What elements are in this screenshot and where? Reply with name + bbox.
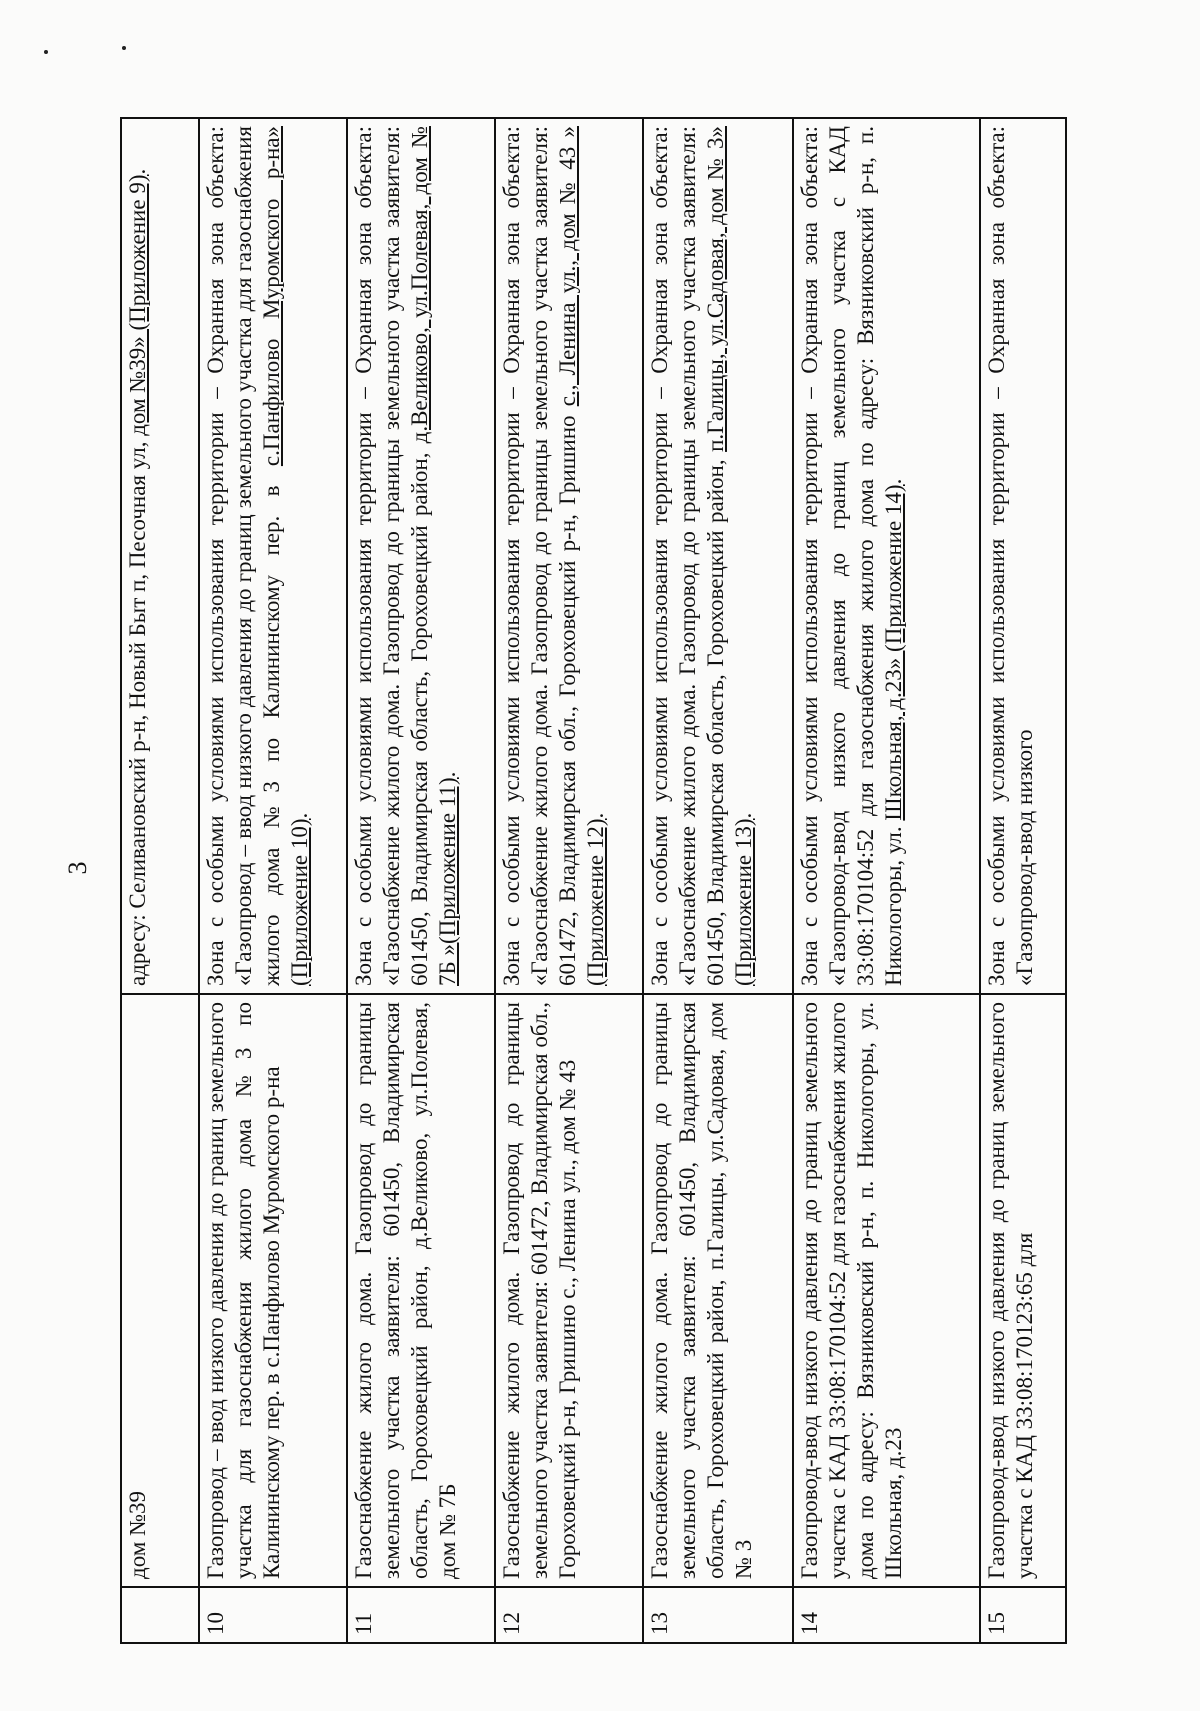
object-description: дом №39 [121, 994, 199, 1587]
zone-link-text: Школьная, д.23» (Приложение 14) [881, 484, 907, 821]
object-description: Газоснабжение жилого дома. Газопровод до границы земельного участка заявителя: 601450, Владимирская область, Гороховецкий район, д.Великово, ул.Полевая, дом № 7Б [347, 994, 495, 1587]
zone-link-text: с., Ленина ул., дом № 43 » (Приложение 12) [555, 126, 609, 986]
page-number: 3 [63, 861, 92, 875]
zone-link-text: п.Галицы, ул.Садовая, дом № 3» (Приложение 13) [703, 126, 757, 986]
zone-text: Зона с особыми условиями использования территории – Охранная зона объекта: «Газопровод-ввод низкого [984, 126, 1038, 986]
object-description: Газопровод – ввод низкого давления до границ земельного участка для газоснабжения жилого дома №3 по Калининскому пер. в с.Панфилово Муромского р-на [199, 994, 347, 1587]
row-number: 12 [495, 1587, 643, 1643]
zone-text-end: . [881, 478, 907, 485]
table-row [495, 118, 643, 1643]
zone-text-end: . [583, 812, 609, 819]
zone-description [199, 118, 347, 994]
object-description: Газоснабжение жилого дома. Газопровод до границы земельного участка заявителя: 601450, Владимирская область, Гороховецкий район, п.Галицы, ул.Садовая, дом № 3 [643, 994, 793, 1587]
register-table [120, 117, 1067, 1644]
table-row [199, 118, 347, 1643]
scan-speck [122, 46, 126, 50]
zone-text: Зона с особыми условиями использования территории – Охранная зона объекта: «Газоснабжение жилого дома. Газопровод до границы земельного участка заявителя: 601472, Владимирская обл., Гороховецкий р-н, Гришино [499, 126, 581, 986]
zone-link-text: с.Панфилово Муромского р-на» (Приложение 10) [259, 126, 313, 986]
zone-description [121, 118, 199, 994]
table-row [980, 118, 1066, 1643]
zone-text-end: . [731, 812, 757, 819]
zone-text-end: . [125, 168, 150, 175]
object-description: Газопровод-ввод низкого давления до границ земельного участка с КАД 33:08:170104:52 для газоснабжения жилого дома по адресу: Вязниковский р-н, п. Никологоры, ул. Школьная, д.23 [793, 994, 980, 1587]
zone-link-text: д.Великово, ул.Полевая, дом № 7Б »(Приложение 11) [407, 126, 461, 986]
row-number [121, 1587, 199, 1643]
zone-description [980, 118, 1066, 994]
zone-link-text: дом №39» (Приложение 9) [125, 174, 150, 436]
object-description: Газопровод-ввод низкого давления до границ земельного участка с КАД 33:08:170123:65 для [980, 994, 1066, 1587]
scan-speck [44, 50, 48, 54]
zone-text: Зона с особыми условиями использования территории – Охранная зона объекта: «Газоснабжение жилого дома. Газопровод до границы земельного участка заявителя: 601450, Владимирская область, Гороховецкий район, [351, 126, 433, 986]
zone-text: адресу: Селивановский р-н, Новый Быт п, Песочная ул, [125, 435, 150, 986]
row-number: 11 [347, 1587, 495, 1643]
rotated-table-frame [120, 119, 1065, 1644]
zone-description [643, 118, 793, 994]
table-row [347, 118, 495, 1643]
zone-description [347, 118, 495, 994]
zone-description [495, 118, 643, 994]
table-row [121, 118, 199, 1643]
row-number: 13 [643, 1587, 793, 1643]
zone-text-end: . [435, 771, 461, 778]
zone-text: Зона с особыми условиями использования территории – Охранная зона объекта: «Газопровод – ввод низкого давления до границ земельного участка для газоснабжения жилого дома №3 по Калининскому пер. в [203, 126, 285, 986]
table-row [793, 118, 980, 1643]
zone-text: Зона с особыми условиями использования территории – Охранная зона объекта: «Газоснабжение жилого дома. Газопровод до границы земельного участка заявителя: 601450, Владимирская область, Гороховецкий район, [647, 126, 729, 986]
zone-text-end: . [287, 812, 313, 819]
zone-description [793, 118, 980, 994]
object-description: Газоснабжение жилого дома. Газопровод до границы земельного участка заявителя: 601472, Владимирская обл., Гороховецкий р-н, Гришино с., Ленина ул., дом № 43 [495, 994, 643, 1587]
row-number: 15 [980, 1587, 1066, 1643]
row-number: 14 [793, 1587, 980, 1643]
table-row [643, 118, 793, 1643]
zone-text: Зона с особыми условиями использования территории – Охранная зона объекта: «Газопровод-ввод низкого давления до границ земельного участка с КАД 33:08:170104:52 для газоснабжения жилого дома по адресу: Вязниковский р-н, п. Никологоры, ул. [797, 126, 907, 986]
row-number: 10 [199, 1587, 347, 1643]
